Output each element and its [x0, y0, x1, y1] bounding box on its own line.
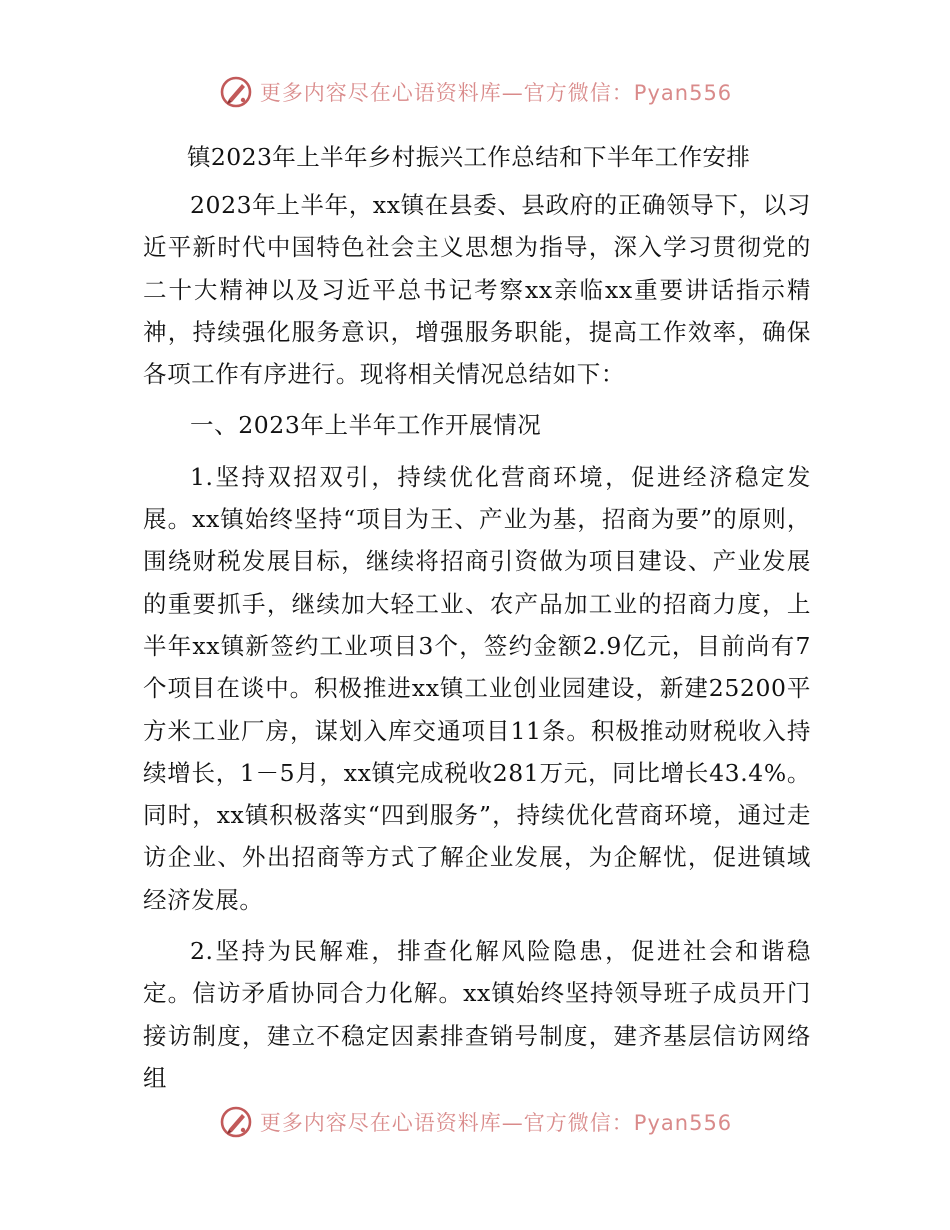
pen-logo-icon: [218, 1104, 254, 1140]
item-1-paragraph: 1.坚持双招双引，持续优化营商环境，促进经济稳定发展。xx镇始终坚持“项目为王、产业为基，招商为要”的原则，围绕财税发展目标，继续将招商引资做为项目建设、产业发展的重要抓手，继续加大轻工业、农产品加工业的招商力度，上半年xx镇新签约工业项目3个，签约金额2.9亿元，目前尚有7个项目在谈中。积极推进xx镇工业创业园建设，新建25200平方米工业厂房，谋划入库交通项目11条。积极推动财税收入持续增长，1－5月，xx镇完成税收281万元，同比增长43.4%。同时，xx镇积极落实“四到服务”，持续优化营商环境，通过走访企业、外出招商等方式了解企业发展，为企解忧，促进镇域经济发展。: [143, 462, 811, 914]
watermark-banner-top: [0, 72, 950, 112]
watermark-text: 更多内容尽在心语资料库—官方微信：Pyan556: [259, 81, 733, 105]
document-title: 镇2023年上半年乡村振兴工作总结和下半年工作安排: [187, 143, 751, 171]
section-heading: 一、2023年上半年工作开展情况: [190, 411, 542, 440]
watermark-banner-bottom: [0, 1102, 950, 1142]
watermark-text: 更多内容尽在心语资料库—官方微信：Pyan556: [259, 1111, 733, 1135]
intro-paragraph: 2023年上半年，xx镇在县委、县政府的正确领导下，以习近平新时代中国特色社会主义思想为指导，深入学习贯彻党的二十大精神以及习近平总书记考察xx亲临xx重要讲话指示精神，持续强化服务意识，增强服务职能，提高工作效率，确保各项工作有序进行。现将相关情况总结如下：: [143, 191, 811, 389]
document-body: [143, 138, 811, 1108]
pen-logo-icon: [218, 74, 254, 110]
item-2-paragraph: 2.坚持为民解难，排查化解风险隐患，促进社会和谐稳定。信访矛盾协同合力化解。xx镇始终坚持领导班子成员开门接访制度，建立不稳定因素排查销号制度，建齐基层信访网络组: [143, 937, 811, 1092]
